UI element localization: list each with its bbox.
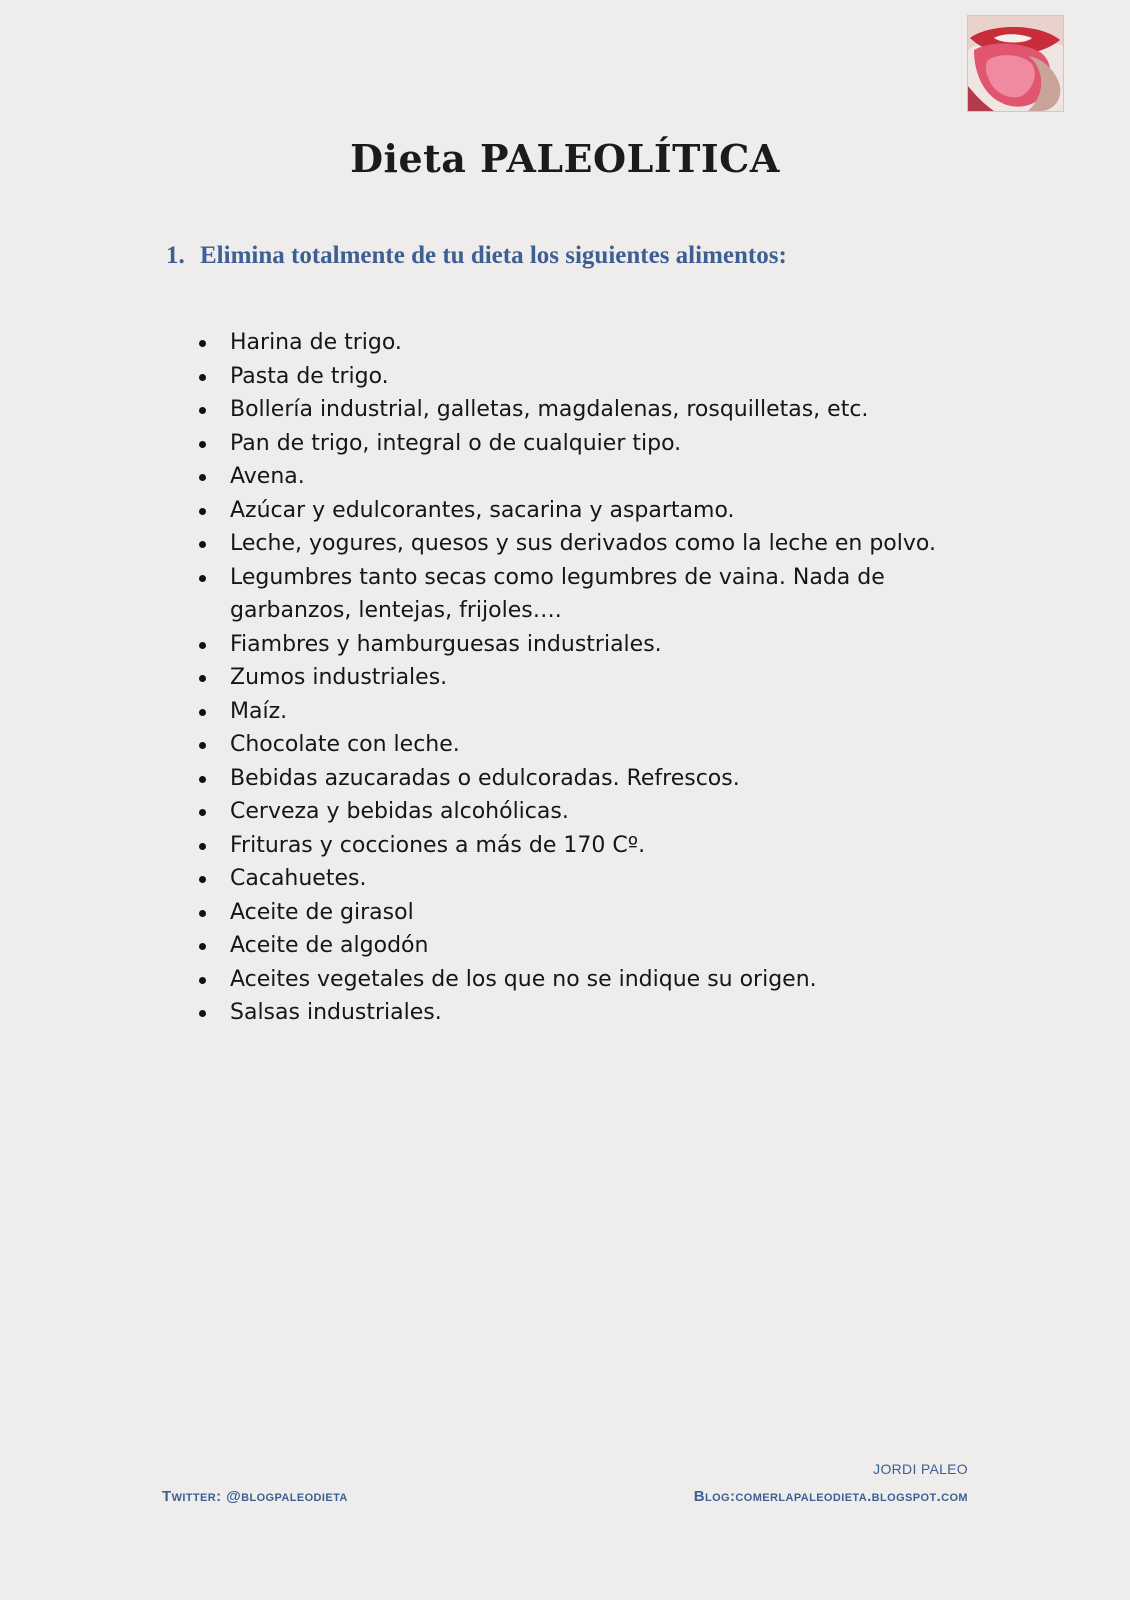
list-item: Pan de trigo, integral o de cualquier tipo. <box>230 427 990 461</box>
list-item: Bebidas azucaradas o edulcoradas. Refrescos. <box>230 762 990 796</box>
author-name: JORDI PALEO <box>873 1461 968 1477</box>
list-item: Cerveza y bebidas alcohólicas. <box>230 795 990 829</box>
list-item: Azúcar y edulcorantes, sacarina y aspartamo. <box>230 494 990 528</box>
section-number: 1. <box>166 242 185 269</box>
list-item: Legumbres tanto secas como legumbres de vaina. Nada de garbanzos, lentejas, frijoles…. <box>230 561 990 628</box>
list-item: Salsas industriales. <box>230 996 990 1030</box>
list-item: Fiambres y hamburguesas industriales. <box>230 628 990 662</box>
list-item: Aceites vegetales de los que no se indique su origen. <box>230 963 990 997</box>
list-item: Chocolate con leche. <box>230 728 990 762</box>
section-heading <box>166 242 787 270</box>
mouth-photo-icon <box>968 16 1063 111</box>
header-photo <box>968 16 1063 111</box>
list-item: Frituras y cocciones a más de 170 Cº. <box>230 829 990 863</box>
list-item: Pasta de trigo. <box>230 360 990 394</box>
section-heading-text: Elimina totalmente de tu dieta los siguientes alimentos: <box>200 242 787 269</box>
list-item: Cacahuetes. <box>230 862 990 896</box>
page-title: Dieta PALEOLÍTICA <box>350 136 780 181</box>
list-item: Aceite de girasol <box>230 896 990 930</box>
list-item: Harina de trigo. <box>230 326 990 360</box>
list-item: Zumos industriales. <box>230 661 990 695</box>
twitter-handle: Twitter: @blogpaleodieta <box>162 1488 348 1505</box>
list-item: Maíz. <box>230 695 990 729</box>
list-item: Leche, yogures, quesos y sus derivados como la leche en polvo. <box>230 527 990 561</box>
blog-url: Blog:comerlapaleodieta.blogspot.com <box>693 1488 968 1505</box>
banned-foods-list <box>230 326 990 1030</box>
list-item: Bollería industrial, galletas, magdalenas, rosquilletas, etc. <box>230 393 990 427</box>
list-item: Aceite de algodón <box>230 929 990 963</box>
list-item: Avena. <box>230 460 990 494</box>
